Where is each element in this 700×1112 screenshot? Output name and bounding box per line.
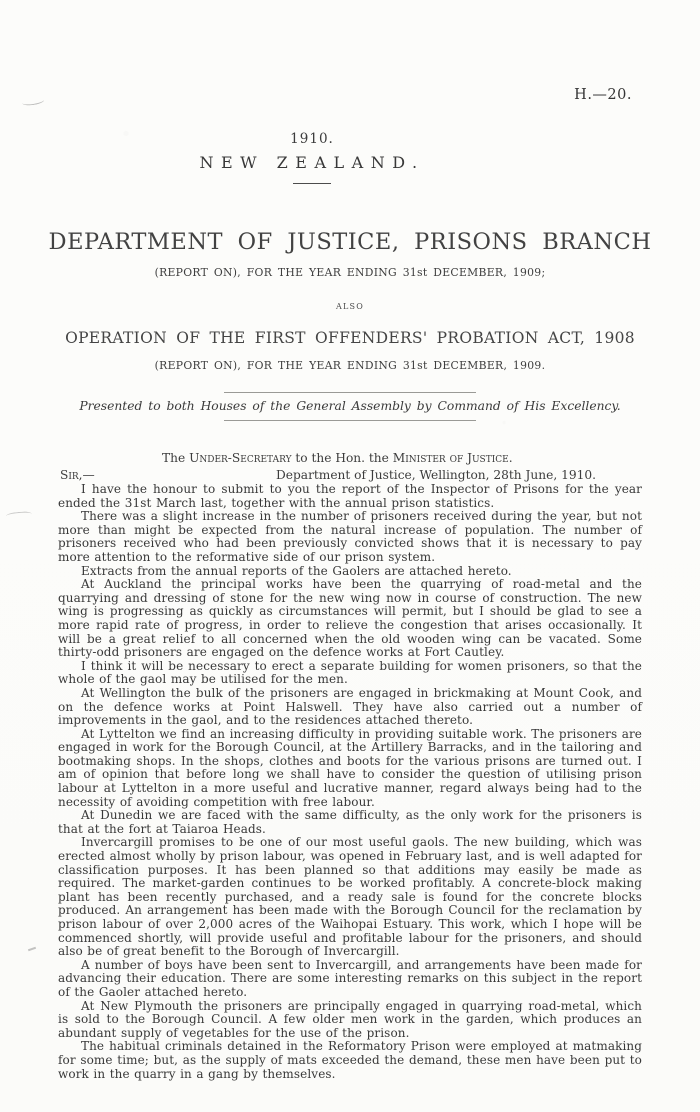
scan-artifact: [22, 97, 45, 107]
dateline: Department of Justice, Wellington, 28th June, 1910.: [276, 468, 596, 482]
report-title: DEPARTMENT OF JUSTICE, PRISONS BRANCH: [48, 229, 652, 255]
masthead: [52, 131, 572, 184]
body-paragraph: A number of boys have been sent to Invercargill, and arrangements have been made for advancing their education. There are some interesting remarks on this subject in the report of the Gaoler attached hereto.: [58, 957, 642, 999]
minister-of-justice-label: Minister of Justice: [392, 451, 509, 465]
body-paragraph: I have the honour to submit to you the report of the Inspector of Prisons for the year ended the 31st March last, together with the annual prison statistics.: [58, 482, 642, 510]
body-paragraph: Invercargill promises to be one of our most useful gaols. The new building, which was erected almost wholly by prison labour, was opened in February last, and is well adapted for classification purposes. It has been planned so that additions may easily be made as required. The market-garden continues to be worked profitably. A concrete-block making plant has been recently purchased, and a ready sale is found for the concrete blocks produced. An arrangement has been made with the Borough Council for the reclamation by prison labour of over 2,000 acres of the Waihopai Estuary. This work, which I hope will be commenced shortly, will provide useful and profitable labour for the prisoners, and should also be of great benefit to the Borough of Invercargill.: [58, 835, 642, 959]
body-paragraph: At New Plymouth the prisoners are principally engaged in quarrying road-metal, which is sold to the Borough Council. A few older men work in the garden, which produces an abundant supply of vegetables for the use of the prison.: [58, 998, 642, 1040]
report-subtitle: (REPORT ON), FOR THE YEAR ENDING 31st DECEMBER, 1909;: [154, 266, 546, 279]
body-paragraph: I think it will be necessary to erect a separate building for women prisoners, so that the whole of the gaol may be utilised for the men.: [58, 658, 642, 687]
sir-dateline-row: [58, 468, 642, 483]
letter-body: [58, 451, 642, 1081]
salutation-text: The: [162, 451, 190, 465]
body-paragraph: There was a slight increase in the number of prisoners received during the year, but not more than might be expected from the natural increase of population. The number of prisoners received who had been previously convicted shows that it is necessary to pay more attention to the reformative side of our prison system.: [58, 509, 642, 564]
body-paragraph: Extracts from the annual reports of the Gaolers are attached hereto.: [81, 563, 512, 578]
salutation-text: to the Hon. the: [291, 451, 393, 465]
divider-rule: [293, 183, 331, 184]
document-reference: H.—20.: [574, 87, 632, 103]
scan-artifact: [28, 947, 36, 952]
second-report-subtitle: (REPORT ON), FOR THE YEAR ENDING 31st DECEMBER, 1909.: [154, 359, 546, 372]
body-paragraph: At Wellington the bulk of the prisoners are engaged in brickmaking at Mount Cook, and on the defence works at Point Halswell. They have also carried out a number of improvements in the gaol, and to the residences attached thereto.: [58, 685, 642, 728]
sir-salutation: Sir,—: [60, 468, 95, 482]
body-paragraph: At Auckland the principal works have been the quarrying of road-metal and the quarrying and dressing of stone for the new wing now in course of construction. The new wing is progressing as quickly as circumstances will permit, but I should be glad to see a more rapid rate of progress, in order to relieve the congestion that arises occasionally. It will be a great relief to all concerned when the old wooden wing can be vacated. Some thirty-odd prisoners are engaged on the defence works at Fort Cautley.: [58, 577, 642, 660]
report-year: 1910.: [290, 131, 334, 147]
divider-rule: [224, 420, 476, 421]
title-block: [40, 229, 660, 372]
country-heading: NEW ZEALAND.: [199, 153, 425, 172]
body-paragraph: The habitual criminals detained in the Reformatory Prison were employed at matmaking for some time; but, as the supply of mats exceeded the demand, these men have been put to work in the quarry in a gang by themselves.: [58, 1039, 642, 1081]
also-label: ALSO: [336, 302, 364, 311]
presentation-block: [40, 392, 660, 421]
second-report-title: OPERATION OF THE FIRST OFFENDERS' PROBATION ACT, 1908: [65, 329, 635, 347]
body-paragraph: At Lyttelton we find an increasing difficulty in providing suitable work. The prisoners are engaged in work for the Borough Council, at the Artillery Barracks, and in the tailoring and bootmaking shops. In the shops, clothes and boots for the various prisons are turned out. I am of opinion that before long we shall have to consider the question of utilising prison labour at Lyttelton in a more useful and lucrative manner, regard always being had to the necessity of avoiding competition with free labour.: [58, 726, 643, 809]
salutation-line: [58, 451, 642, 465]
scan-artifact: [6, 511, 33, 521]
under-secretary-label: Under-Secretary: [189, 451, 292, 465]
presentation-line: Presented to both Houses of the General Assembly by Command of His Excellency.: [79, 399, 621, 413]
salutation-text: .: [508, 451, 513, 465]
body-paragraph: At Dunedin we are faced with the same difficulty, as the only work for the prisoners is that at the fort at Taiaroa Heads.: [58, 808, 642, 836]
